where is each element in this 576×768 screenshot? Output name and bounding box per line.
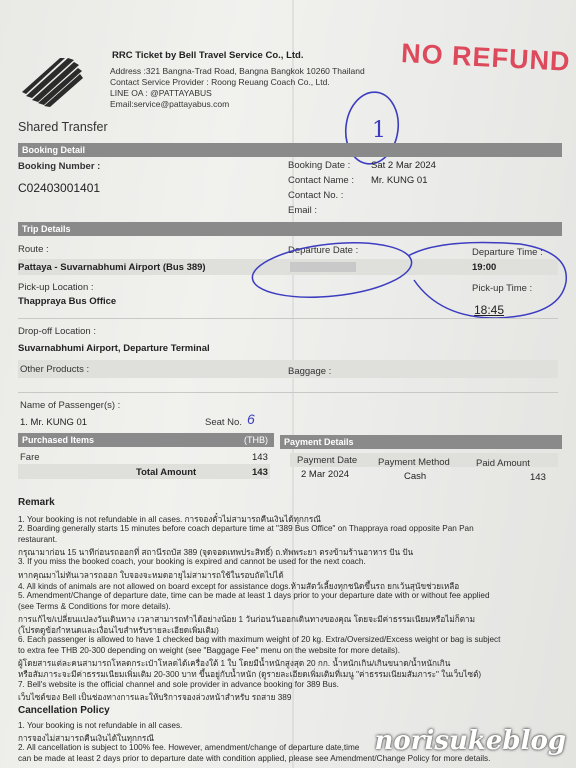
remark-line: to extra fee THB 20-300 depending on weight (see "Baggage Fee" menu on the website for more details).: [18, 646, 401, 656]
remark-line: หากคุณมาไม่ทันเวลารถออก ใบจองจะหมดอายุไม่สามารถใช้ในรอบถัดไปได้: [18, 570, 284, 580]
fare-label: Fare: [20, 452, 40, 463]
email-label: Email :: [288, 205, 318, 216]
baggage-label: Baggage :: [288, 366, 332, 377]
dropoff-location-label: Drop-off Location :: [18, 326, 96, 337]
company-email: Email:service@pattayabus.com: [110, 99, 230, 109]
purchased-items-title: Purchased Items: [22, 435, 95, 445]
remark-line: หรือสัมภาระจะมีค่าธรรมเนียมเพิ่มเติม 20-300 บาท ขึ้นอยู่กับน้ำหนัก (ดูรายละเอียดเพิ่มเติมที่เมนู "ค่าธรรมเนียมสัมภาระ" ในเว็บไซต์): [18, 670, 482, 680]
payment-method-label: Payment Method: [378, 457, 450, 468]
other-products-label: Other Products :: [20, 364, 90, 375]
dropoff-location: Suvarnabhumi Airport, Departure Terminal: [18, 343, 210, 354]
total-value: 143: [252, 467, 268, 478]
handwritten-ellipse-icon: [248, 232, 418, 304]
booking-number: C02403001401: [18, 181, 101, 195]
pickup-time: 18:45: [474, 303, 505, 317]
remark-line: 1. Your booking is not refundable in all cases.: [18, 721, 183, 730]
paid-amount-label: Paid Amount: [476, 458, 530, 469]
remark-line: กรุณามาก่อน 15 นาทีก่อนรถออกที่ สถานีรถบัส 389 (จุดจอดเทพประสิทธิ์) ถ.ทัพพระยา ตรงข้ามร้านอาหาร ปัน ปัน: [18, 548, 414, 558]
remark-line: 2. Boarding generally starts 15 minutes before coach departure time at "389 Bus Office" on Thappraya road opposite Pan Pan: [18, 524, 474, 534]
fare-value: 143: [252, 452, 268, 463]
paid-amount: 143: [530, 472, 546, 483]
booking-date-label: Booking Date :: [288, 160, 351, 171]
company-address: Address :321 Bangna-Trad Road, Bangna Bangkok 10260 Thailand: [110, 66, 365, 76]
page-title: Shared Transfer: [18, 120, 108, 134]
booking-number-label: Booking Number :: [18, 161, 101, 172]
contact-name-label: Contact Name :: [288, 175, 354, 186]
seat-label: Seat No.: [205, 417, 242, 428]
route-label: Route :: [18, 244, 49, 255]
cancellation-title: Cancellation Policy: [18, 705, 110, 716]
remark-line: 4. All kinds of animals are not allowed on board except for assistance dogs.ห้ามสัตว์เลี้ยงทุกชนิดขึ้นรถ ยกเว้นสุนัขช่วยเหลือ: [18, 581, 460, 591]
company-name: RRC Ticket by Bell Travel Service Co., Ltd.: [112, 50, 304, 61]
pickup-location-label: Pick-up Location :: [18, 282, 94, 293]
booking-detail-header: Booking Detail: [18, 143, 562, 157]
payment-date-label: Payment Date: [297, 455, 358, 466]
remark-line: 2. All cancellation is subject to 100% fee. However, amendment/change of departure date,time: [18, 743, 360, 752]
line-id: LINE OA : @PATTAYABUS: [110, 88, 212, 98]
remark-line: การแก้ไข/เปลี่ยนแปลงวันเดินทาง เวลาสามารถทำได้อย่างน้อย 1 วันก่อนวันออกเดินทางของคุณ โดยจะมีค่าธรรมเนียมหรือไม่ก็ตาม: [18, 614, 476, 624]
total-label: Total Amount: [136, 467, 197, 478]
seat-number: 6: [247, 411, 255, 427]
remark-line: 1. Your booking is not refundable in all cases. การจองตั๋วไม่สามารถคืนเงินได้ทุกกรณี: [18, 515, 321, 524]
remark-line: 5. Amendment/Change of departure date, time can be made at least 1 days prior to your departure date with or without fee applied: [18, 590, 490, 600]
payment-details-header: Payment Details: [280, 435, 562, 449]
remark-line: can be made at least 2 days prior to departure date with condition applied, please see Amendment/Change Policy for more details.: [18, 754, 491, 763]
payment-method: Cash: [404, 471, 427, 482]
route-value: Pattaya - Suvarnabhumi Airport (Bus 389): [18, 262, 206, 273]
divider: [18, 318, 558, 319]
remark-line: 6. Each passenger is allowed to have 1 checked bag with maximum weight of 20 kg. Extra/Oversized/Excess weight or bag is subject: [18, 635, 501, 645]
departure-time: 19:00: [472, 262, 497, 273]
booking-date: Sat 2 Mar 2024: [371, 160, 436, 171]
purchased-items-header: [18, 433, 274, 447]
handwritten-number: 1: [372, 118, 386, 143]
remark-line: restaurant.: [18, 535, 58, 545]
blog-watermark: norisukeblog: [374, 726, 566, 756]
service-provider: Contact Service Provider : Roong Reuang Coach Co., Ltd.: [110, 77, 330, 87]
remark-title: Remark: [18, 497, 55, 508]
departure-time-label: Departure Time :: [472, 247, 543, 258]
departure-date-label: Departure Date :: [288, 245, 359, 256]
remark-line: เว็บไซต์ของ Bell เป็นช่องทางการและให้บริการจองล่วงหน้าสำหรับ รถสาย 389: [18, 692, 292, 702]
contact-no-label: Contact No. :: [288, 190, 344, 201]
bell-logo-icon: [22, 52, 86, 108]
pickup-location: Thappraya Bus Office: [18, 296, 117, 307]
remark-line: การจองไม่สามารถคืนเงินได้ในทุกกรณี: [18, 734, 154, 743]
divider: [18, 392, 558, 393]
remark-line: 3. If you miss the booked coach, your booking is expired and cannot be used for the next coach.: [18, 557, 366, 567]
handwritten-ellipse-icon: [400, 236, 576, 326]
remark-line: (โปรดดูข้อกำหนดและเงื่อนไขสำหรับรายละเอียดเพิ่มเติม): [18, 626, 219, 635]
remark-line: 7. Bell's website is the official channel and sole provider in advance booking for 389 Bus.: [18, 679, 339, 689]
trip-details-header: Trip Details: [18, 222, 562, 236]
remark-line: ผู้โดยสารแต่ละคนสามารถโหลดกระเป๋าโหลดได้เครื่องใต้ 1 ใบ โดยมีน้ำหนักสูงสุด 20 กก. น้ำหนักเกิน/เกินขนาด/น้ำหนักเกิน: [18, 659, 451, 669]
payment-date: 2 Mar 2024: [301, 469, 350, 480]
passenger-name: 1. Mr. KUNG 01: [20, 417, 88, 428]
currency-label: (THB): [244, 435, 268, 445]
passengers-label: Name of Passenger(s) :: [20, 400, 121, 411]
pickup-time-label: Pick-up Time :: [472, 283, 533, 294]
remark-line: (see Terms & Conditions for more details).: [18, 601, 171, 611]
no-refund-stamp: NO REFUND: [400, 38, 572, 77]
contact-name: Mr. KUNG 01: [371, 175, 428, 186]
